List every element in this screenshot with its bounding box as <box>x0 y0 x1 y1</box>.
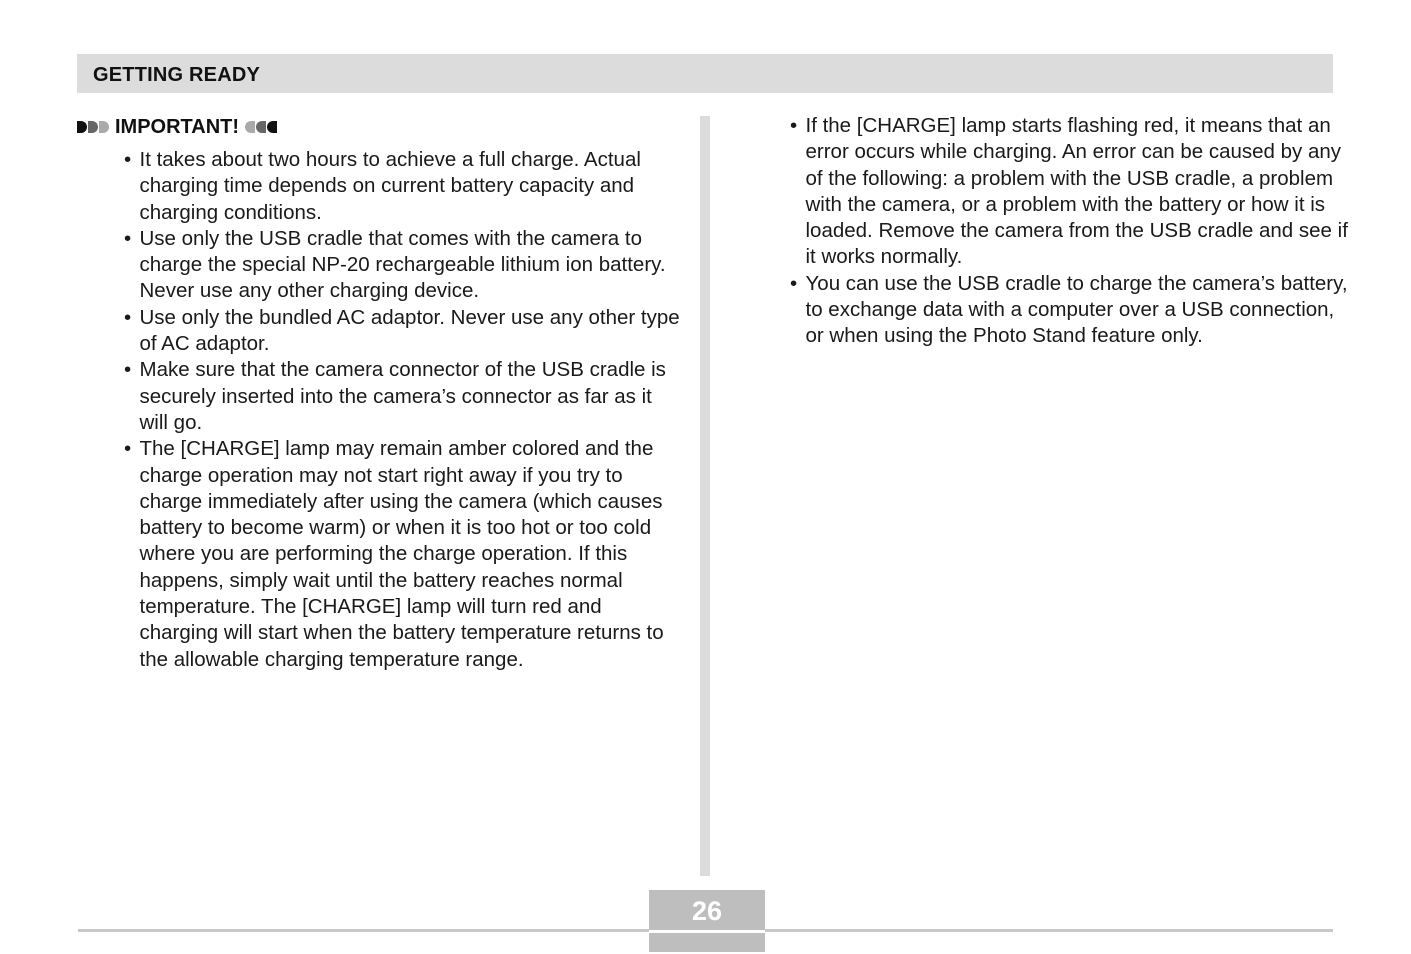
list-item: • Use only the USB cradle that comes with the camera to charge the special NP-20 rechargeable lithium ion battery. Never use any other charging device. <box>122 226 682 305</box>
column-divider <box>700 116 710 876</box>
list-item: • It takes about two hours to achieve a full charge. Actual charging time depends on current battery capacity and charging conditions. <box>122 147 682 226</box>
section-title: GETTING READY <box>93 64 261 86</box>
right-column-bullets <box>788 113 1348 350</box>
list-item: • Use only the bundled AC adaptor. Never use any other type of AC adaptor. <box>122 305 682 358</box>
list-item: • Make sure that the camera connector of the USB cradle is securely inserted into the camera’s connector as far as it will go. <box>122 357 682 436</box>
left-column-bullets <box>122 147 682 673</box>
list-item: • The [CHARGE] lamp may remain amber colored and the charge operation may not start right away if you try to charge immediately after using the camera (which causes battery to become warm) or when it is too hot or too cold where you are performing the charge operation. If this happens, simply wait until the battery reaches normal temperature. The [CHARGE] lamp will turn red and charging will start when the battery temperature returns to the allowable charging temperature range. <box>122 436 682 673</box>
triple-chevron-right-icon <box>77 119 109 135</box>
important-heading <box>77 114 277 140</box>
important-label: IMPORTANT! <box>115 115 240 138</box>
list-item: • If the [CHARGE] lamp starts flashing red, it means that an error occurs while charging. An error can be caused by any of the following: a problem with the USB cradle, a problem with the camera, or a problem with the battery or how it is loaded. Remove the camera from the USB cradle and see if it works normally. <box>788 113 1348 271</box>
page-box-divider <box>649 930 765 933</box>
triple-chevron-left-icon <box>245 119 277 135</box>
page-number: 26 <box>691 896 723 926</box>
list-item: • You can use the USB cradle to charge the camera’s battery, to exchange data with a computer over a USB connection, or when using the Photo Stand feature only. <box>788 271 1348 350</box>
page-number-box <box>649 890 765 952</box>
section-header-bar <box>77 54 1333 93</box>
